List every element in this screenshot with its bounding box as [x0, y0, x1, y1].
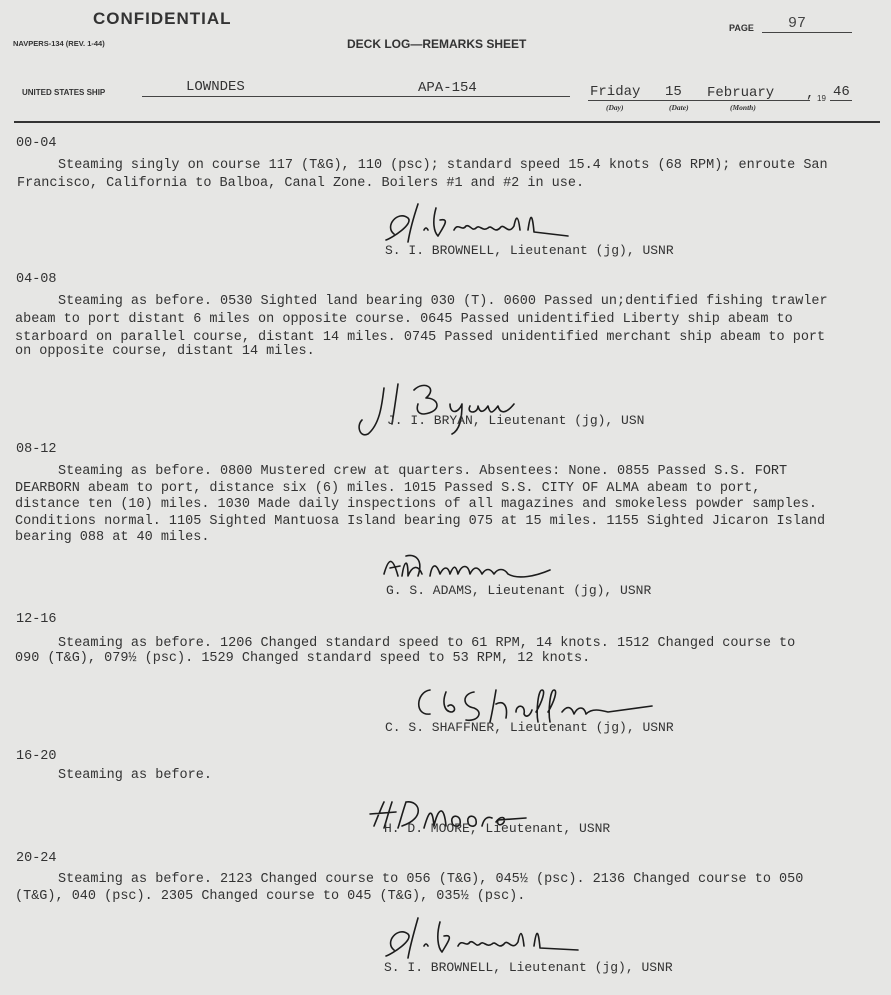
classification-stamp: CONFIDENTIAL [93, 9, 232, 28]
signature-adams [378, 546, 558, 586]
watch-time: 20-24 [16, 851, 57, 866]
remark-line: on opposite course, distant 14 miles. [15, 344, 315, 359]
remark-line: Steaming as before. 1206 Changed standard speed to 61 RPM, 14 knots. 1512 Changed course to [58, 636, 796, 651]
year-separator: , [806, 86, 815, 102]
ship-name: LOWNDES [186, 79, 245, 95]
header-rule [14, 121, 880, 123]
remark-line: distance ten (10) miles. 1030 Made daily inspections of all magazines and smokeless powder samples. [15, 497, 818, 512]
remark-line: 090 (T&G), 079½ (psc). 1529 Changed standard speed to 53 RPM, 12 knots. [15, 651, 591, 666]
month-label: (Month) [730, 103, 756, 112]
remark-line: bearing 088 at 40 miles. [15, 530, 210, 545]
signature-name: H. D. MOORE, Lieutenant, USNR [384, 821, 611, 836]
ship-label: UNITED STATES SHIP [22, 88, 106, 97]
day-value: Friday [590, 84, 641, 100]
signature-name: S. I. BROWNELL, Lieutenant (jg), USNR [384, 960, 673, 975]
signature-brownell [378, 912, 598, 962]
date-label: (Date) [669, 103, 689, 112]
signature-bryan [354, 374, 534, 444]
page-number: 97 [788, 15, 807, 32]
remark-line: Steaming as before. 2123 Changed course to 056 (T&G), 045½ (psc). 2136 Changed course to 050 [58, 872, 804, 887]
watch-time: 04-08 [16, 272, 57, 287]
remark-line: abeam to port distant 6 miles on opposite course. 0645 Passed unidentified Liberty ship abeam to [15, 312, 793, 327]
remark-line: DEARBORN abeam to port, distance six (6) miles. 1015 Passed S.S. CITY OF ALMA abeam to port, [15, 481, 761, 496]
signature-brownell [378, 196, 578, 246]
year-value: 46 [833, 84, 850, 100]
sheet-title: DECK LOG—REMARKS SHEET [347, 37, 527, 51]
year-line [830, 100, 852, 101]
signature-name: J. I. BRYAN, Lieutenant (jg), USN [387, 413, 645, 428]
page-number-line [762, 32, 852, 33]
remark-line: Conditions normal. 1105 Sighted Mantuosa Island bearing 075 at 15 miles. 1155 Sighted Jicaron Island [15, 514, 826, 529]
ship-line [142, 96, 570, 97]
watch-time: 08-12 [16, 442, 57, 457]
watch-time: 12-16 [16, 612, 57, 627]
form-number: NAVPERS-134 (REV. 1-44) [13, 39, 105, 48]
remark-line: Steaming singly on course 117 (T&G), 110 (psc); standard speed 15.4 knots (68 RPM); enroute San [58, 158, 828, 173]
hull-number: APA-154 [418, 80, 477, 96]
year-prefix: 19 [817, 94, 826, 103]
remark-line: starboard on parallel course, distant 14 miles. 0745 Passed unidentified merchant ship abeam to port [15, 330, 826, 345]
signature-name: C. S. SHAFFNER, Lieutenant (jg), USNR [385, 720, 674, 735]
month-value: February [707, 85, 775, 101]
signature-name: S. I. BROWNELL, Lieutenant (jg), USNR [385, 243, 674, 258]
date-value: 15 [665, 84, 682, 100]
remark-line: Steaming as before. 0530 Sighted land bearing 030 (T). 0600 Passed un;dentified fishing trawler [58, 294, 828, 309]
remark-line: (T&G), 040 (psc). 2305 Changed course to 045 (T&G), 035½ (psc). [15, 889, 526, 904]
remark-line: Steaming as before. 0800 Mustered crew at quarters. Absentees: None. 0855 Passed S.S. FORT [58, 464, 788, 479]
page-label: PAGE [729, 23, 754, 33]
day-label: (Day) [606, 103, 624, 112]
watch-time: 00-04 [16, 136, 57, 151]
remark-line: Francisco, California to Balboa, Canal Zone. Boilers #1 and #2 in use. [17, 176, 585, 191]
watch-time: 16-20 [16, 749, 57, 764]
date-line [588, 100, 810, 101]
signature-name: G. S. ADAMS, Lieutenant (jg), USNR [386, 583, 652, 598]
remark-line: Steaming as before. [58, 768, 212, 783]
